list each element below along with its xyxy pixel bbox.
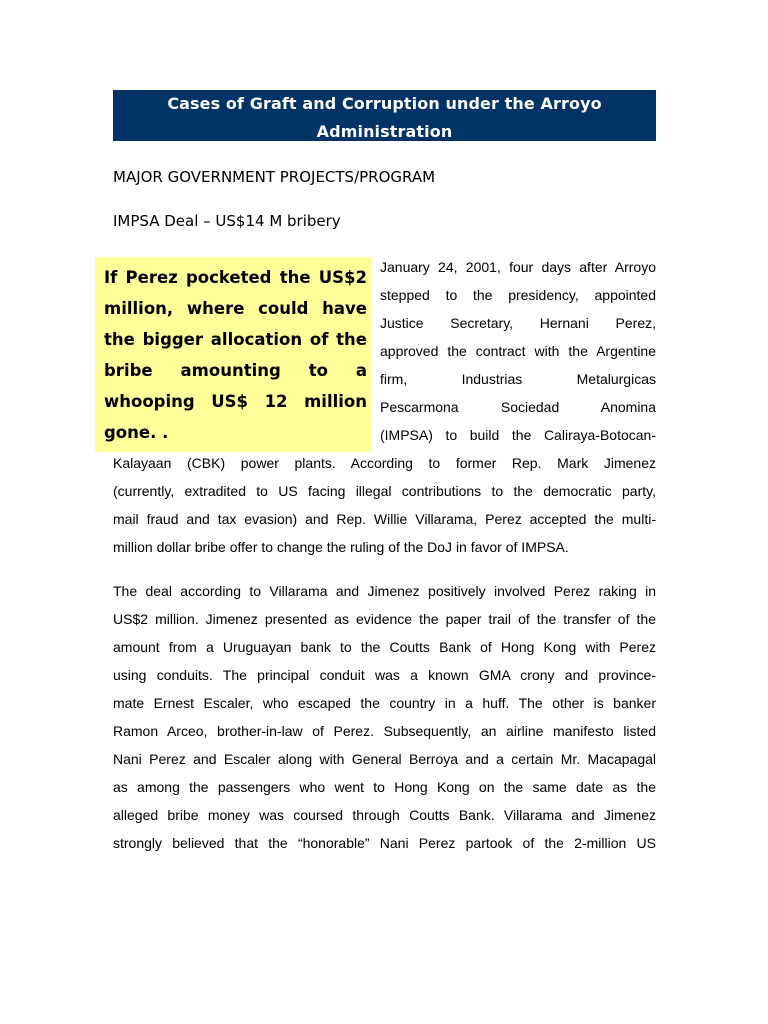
paragraph-2-line: strongly believed that the “honorable” Nani Perez partook of the 2-million US xyxy=(113,835,656,851)
document-title-line-1: Cases of Graft and Corruption under the Arroyo xyxy=(167,94,602,113)
paragraph-2-line: mate Ernest Escaler, who escaped the country in a huff. The other is banker xyxy=(113,695,656,711)
paragraph-1-line: January 24, 2001, four days after Arroyo xyxy=(380,259,656,275)
paragraph-2-line: The deal according to Villarama and Jimenez positively involved Perez raking in xyxy=(113,583,656,599)
paragraph-2-line: Ramon Arceo, brother-in-law of Perez. Subsequently, an airline manifesto listed xyxy=(113,723,656,739)
subsection-heading: IMPSA Deal – US$14 M bribery xyxy=(113,212,341,230)
document-title-banner xyxy=(113,90,656,141)
paragraph-1-line: firm, Industrias Metalurgicas xyxy=(380,371,656,387)
paragraph-1-line: (IMPSA) to build the Caliraya-Botocan- xyxy=(380,427,656,443)
paragraph-1-line: Kalayaan (CBK) power plants. According to former Rep. Mark Jimenez xyxy=(113,455,656,471)
paragraph-1-line: million dollar bribe offer to change the ruling of the DoJ in favor of IMPSA. xyxy=(113,539,569,555)
paragraph-1-line: (currently, extradited to US facing illegal contributions to the democratic party, xyxy=(113,483,656,499)
paragraph-1-line: approved the contract with the Argentine xyxy=(380,343,656,359)
section-heading: MAJOR GOVERNMENT PROJECTS/PROGRAM xyxy=(113,168,436,186)
paragraph-2-line: alleged bribe money was coursed through Coutts Bank. Villarama and Jimenez xyxy=(113,807,656,823)
paragraph-1-line: Justice Secretary, Hernani Perez, xyxy=(380,315,656,331)
pull-quote-callout: If Perez pocketed the US$2 million, where could have the bigger allocation of the bribe amounting to a whooping US$ 12 million gone. . xyxy=(95,257,372,452)
document-title-line-2: Administration xyxy=(316,122,453,141)
paragraph-1-line: Pescarmona Sociedad Anomina xyxy=(380,399,656,415)
paragraph-2-line: US$2 million. Jimenez presented as evidence the paper trail of the transfer of the xyxy=(113,611,656,627)
paragraph-1-line: stepped to the presidency, appointed xyxy=(380,287,656,303)
paragraph-1-line: mail fraud and tax evasion) and Rep. Willie Villarama, Perez accepted the multi- xyxy=(113,511,656,527)
paragraph-2-line: Nani Perez and Escaler along with General Berroya and a certain Mr. Macapagal xyxy=(113,751,656,767)
paragraph-2-line: amount from a Uruguayan bank to the Coutts Bank of Hong Kong with Perez xyxy=(113,639,656,655)
paragraph-2-line: as among the passengers who went to Hong Kong on the same date as the xyxy=(113,779,656,795)
paragraph-2-line: using conduits. The principal conduit was a known GMA crony and province- xyxy=(113,667,656,683)
